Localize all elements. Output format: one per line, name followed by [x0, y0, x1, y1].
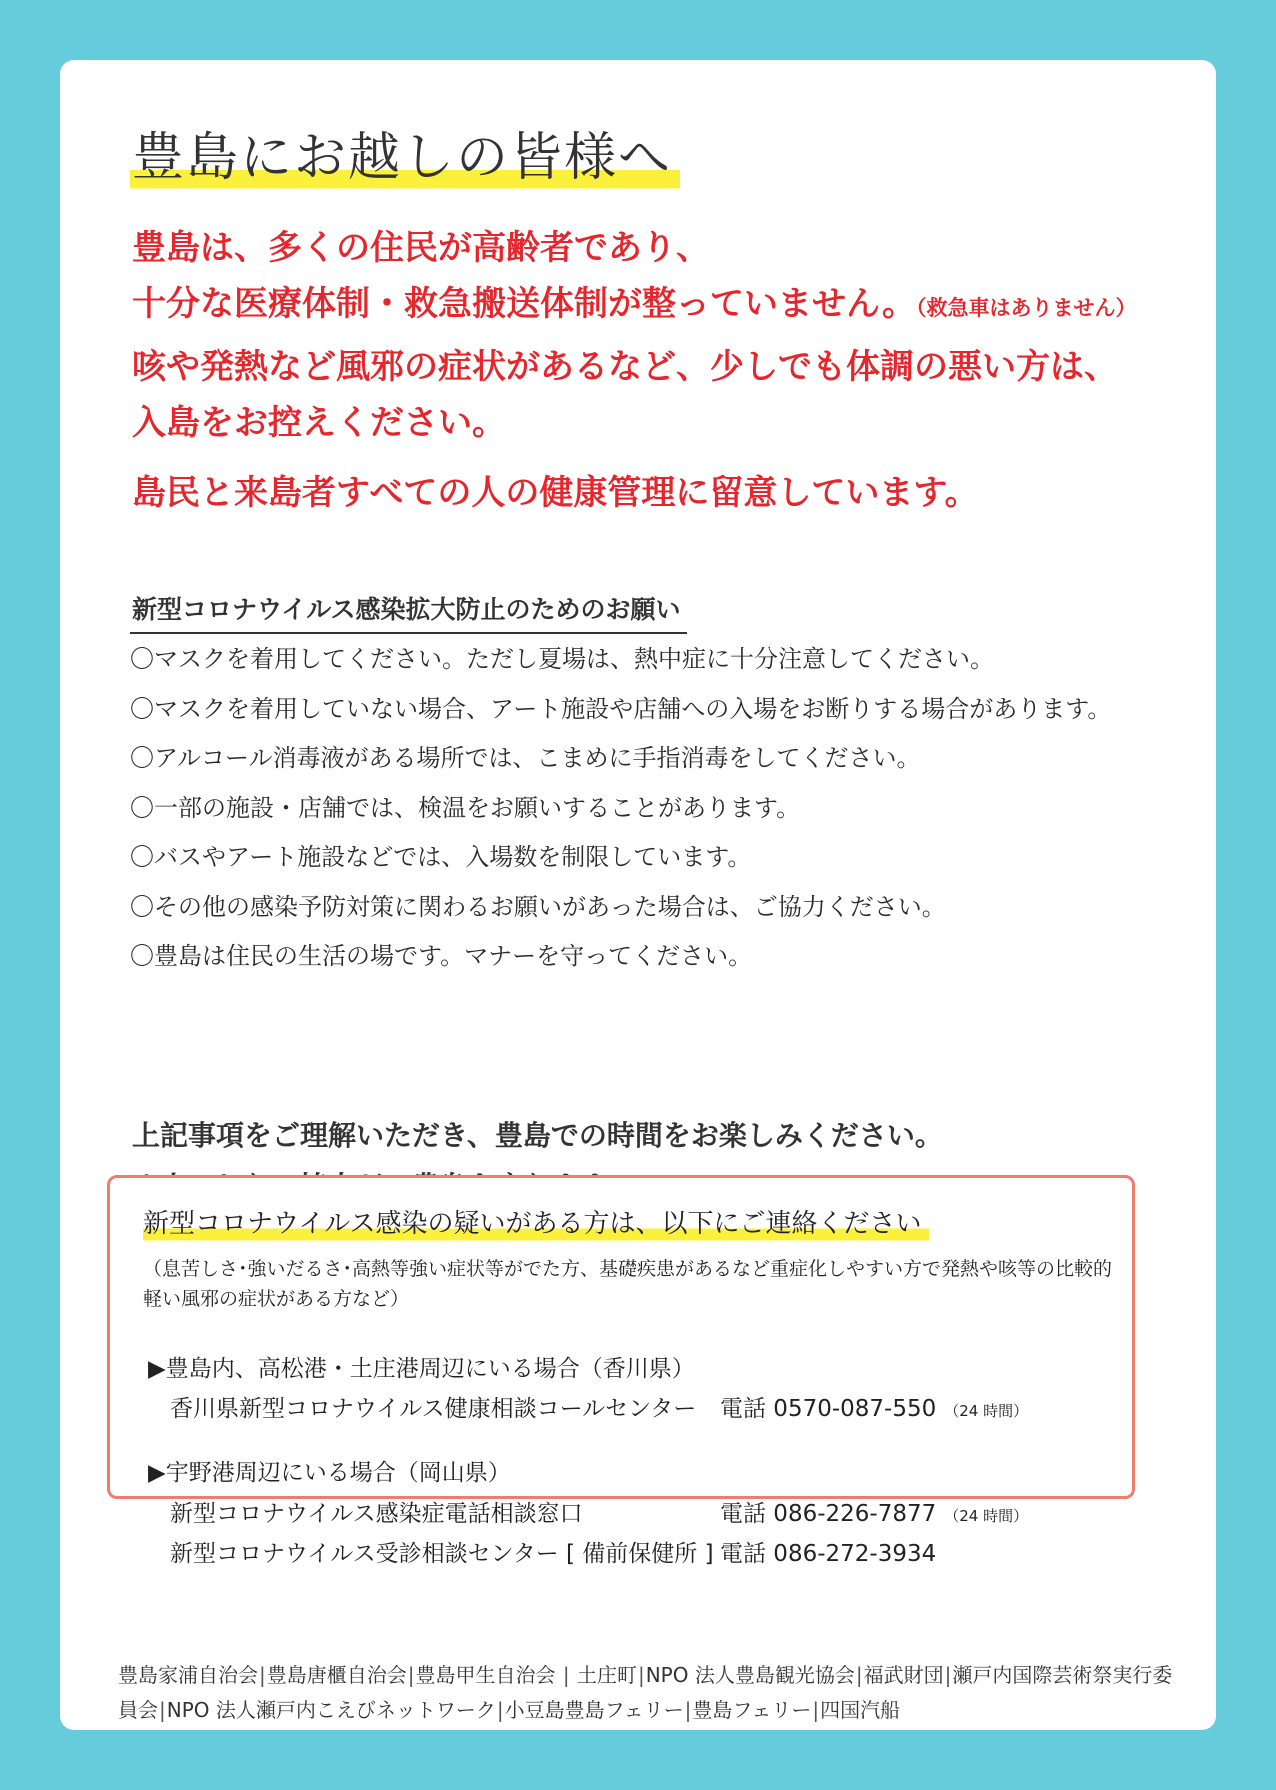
requests-list [130, 635, 1111, 982]
contact-note: （息苦しさ･強いだるさ･高熱等強い症状等がでた方、基礎疾患があるなど重症化しやすい方で発熱や咳等の比較的軽い風邪の症状がある方など） [143, 1258, 1113, 1310]
contact-box [107, 1175, 1135, 1567]
okayama-consult-center-phone [720, 1535, 936, 1568]
okayama-consult-center-name: 新型コロナウイルス受診相談センター [ 備前保健所 ] [170, 1541, 714, 1567]
phone-hours: （24 時間） [944, 1402, 1029, 1420]
org-name: NPO 法人瀬戸内こえびネットワーク [166, 1698, 496, 1722]
request-item: 〇一部の施設・店舗では、検温をお願いすることがあります。 [130, 793, 801, 822]
phone-hours: （24 時間） [944, 1507, 1029, 1525]
organizations-footer: 豊島家浦自治会|豊島唐櫃自治会|豊島甲生自治会 | 土庄町|NPO 法人豊島観光協会|福武財団|瀬戸内国際芸術祭実行委員会|NPO 法人瀬戸内こえびネットワーク|小豆島豊島フェリー|豊島フェリー|四国汽船 [118, 1663, 1173, 1722]
request-item: 〇豊島は住民の生活の場です。マナーを守ってください。 [130, 942, 753, 970]
okayama-phone-desk-phone [720, 1495, 1028, 1528]
org-name: 土庄町 [576, 1663, 637, 1687]
warning-line-2-text: 十分な医療体制・救急搬送体制が整っていません。 [132, 284, 917, 324]
contact-title: 新型コロナウイルス感染の疑いがある方は、以下にご連絡ください [143, 1208, 929, 1242]
org-name: 豊島家浦自治会 [118, 1663, 258, 1687]
org-name: 豊島フェリー [692, 1698, 812, 1722]
page-title: 豊島にお越しの皆様へ [130, 126, 680, 191]
region-okayama-label: ▶宇野港周辺にいる場合（岡山県） [148, 1460, 511, 1486]
request-item: 〇その他の感染予防対策に関わるお願いがあった場合は、ご協力ください。 [130, 892, 946, 921]
request-item: 〇マスクを着用していない場合、アート施設や店舗への入場をお断りする場合があります。 [130, 694, 1112, 723]
org-name: 豊島甲生自治会 [415, 1663, 556, 1687]
org-name: 瀬戸内国際芸術祭実行委員会 [118, 1663, 1173, 1722]
warning-line-3: 咳や発熱など風邪の症状があるなど、少しでも体調の悪い方は、 [132, 347, 1118, 387]
closing-line-1: 上記事項をご理解いただき、豊島での時間をお楽しみください。 [132, 1119, 943, 1152]
org-name: 豊島唐櫃自治会 [266, 1663, 407, 1687]
request-item: 〇マスクを着用してください。ただし夏場は、熱中症に十分注意してください。 [130, 645, 994, 673]
okayama-phone-desk-name: 新型コロナウイルス感染症電話相談窓口 [170, 1501, 583, 1527]
org-name: 福武財団 [863, 1663, 944, 1687]
request-item: 〇バスやアート施設などでは、入場数を制限しています。 [130, 843, 752, 871]
phone-number: 電話 086-272-3934 [720, 1541, 937, 1567]
kagawa-call-center-name: 香川県新型コロナウイルス健康相談コールセンター [170, 1396, 697, 1422]
phone-number: 電話 086-226-7877 [720, 1501, 937, 1527]
org-name: 四国汽船 [820, 1698, 901, 1722]
warning-line-2-note: （救急車はありません） [916, 296, 1137, 320]
requests-heading: 新型コロナウイルス感染拡大防止のためのお願い [130, 590, 687, 634]
request-item: 〇アルコール消毒液がある場所では、こまめに手指消毒をしてください。 [130, 744, 921, 772]
phone-number: 電話 0570-087-550 [720, 1396, 937, 1422]
warning-line-4: 入島をお控えください。 [132, 403, 506, 443]
warning-line-2 [132, 276, 1137, 336]
org-name: 小豆島豊島フェリー [504, 1698, 684, 1722]
warning-line-1: 豊島は、多くの住民が高齢者であり、 [132, 228, 710, 268]
warning-line-5: 島民と来島者すべての人の健康管理に留意しています。 [132, 473, 979, 513]
kagawa-call-center-phone [720, 1390, 1028, 1423]
notice-card [60, 60, 1216, 1730]
region-kagawa-label: ▶豊島内、高松港・土庄港周辺にいる場合（香川県） [148, 1356, 695, 1382]
org-name: NPO 法人豊島観光協会 [645, 1663, 855, 1687]
